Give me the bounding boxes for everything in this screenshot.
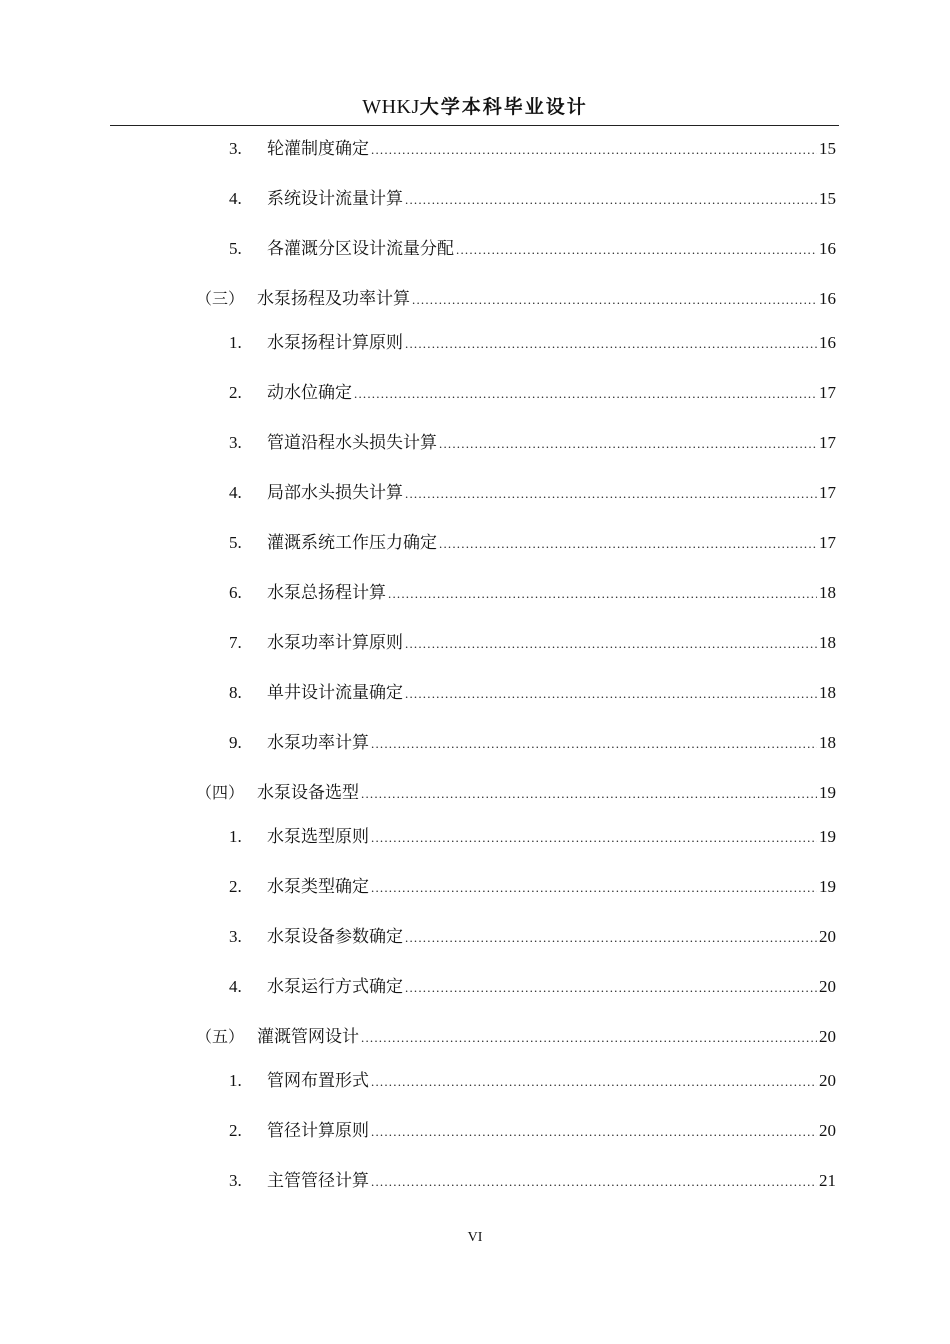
toc-entry-line	[267, 681, 836, 706]
dot-leader	[412, 288, 817, 312]
toc-entry-number: 2.	[229, 383, 242, 402]
toc-entry-number: 9.	[229, 733, 242, 752]
dot-leader	[371, 1170, 817, 1194]
header-prefix: WHKJ	[362, 96, 420, 118]
toc-entry-line	[267, 1069, 836, 1094]
toc-entry-number: 6.	[229, 583, 242, 602]
toc-entry-label: 主管管径计算	[267, 1171, 369, 1191]
toc-entry-line	[257, 1025, 836, 1050]
toc-entry-page: 20	[819, 1071, 836, 1090]
toc-subsection-entry[interactable]	[0, 531, 950, 555]
header-title: 大学本科毕业设计	[419, 96, 588, 118]
toc-entry-line	[267, 1169, 836, 1194]
toc-entry-label: 管道沿程水头损失计算	[267, 433, 437, 453]
dot-leader	[354, 382, 817, 406]
toc-entry-number: 4.	[229, 189, 242, 208]
toc-entry-line	[267, 187, 836, 212]
toc-subsection-entry[interactable]	[0, 381, 950, 405]
toc-entry-number: 3.	[229, 139, 242, 158]
toc-subsection-entry[interactable]	[0, 825, 950, 849]
dot-leader	[361, 1026, 817, 1050]
dot-leader	[405, 632, 817, 656]
toc-entry-number: 1.	[229, 333, 242, 352]
toc-entry-number: 5.	[229, 239, 242, 258]
toc-subsection-entry[interactable]	[0, 137, 950, 161]
dot-leader	[439, 532, 817, 556]
dot-leader	[405, 682, 817, 706]
page-header	[0, 92, 950, 119]
dot-leader	[456, 238, 817, 262]
dot-leader	[439, 432, 817, 456]
toc-entry-line	[267, 381, 836, 406]
dot-leader	[405, 926, 817, 950]
toc-entry-line	[267, 875, 836, 900]
toc-entry-page: 19	[819, 877, 836, 896]
toc-subsection-entry[interactable]	[0, 975, 950, 999]
toc-entry-number: 8.	[229, 683, 242, 702]
toc-subsection-entry[interactable]	[0, 1119, 950, 1143]
toc-subsection-entry[interactable]	[0, 237, 950, 261]
toc-subsection-entry[interactable]	[0, 581, 950, 605]
toc-entry-line	[257, 781, 836, 806]
dot-leader	[361, 782, 817, 806]
toc-entry-number: 4.	[229, 483, 242, 502]
toc-subsection-entry[interactable]	[0, 331, 950, 355]
dot-leader	[405, 332, 817, 356]
toc-entry-label: 水泵选型原则	[267, 827, 369, 847]
toc-entry-line	[267, 1119, 836, 1144]
toc-subsection-entry[interactable]	[0, 731, 950, 755]
toc-entry-number: 3.	[229, 433, 242, 452]
toc-subsection-entry[interactable]	[0, 481, 950, 505]
toc-entry-page: 16	[819, 289, 836, 308]
toc-section-entry[interactable]	[0, 287, 950, 311]
toc-entry-page: 20	[819, 977, 836, 996]
toc-section-entry[interactable]	[0, 1025, 950, 1049]
dot-leader	[405, 188, 817, 212]
toc-entry-number: 1.	[229, 1071, 242, 1090]
toc-entry-page: 15	[819, 139, 836, 158]
toc-entry-label: 系统设计流量计算	[267, 189, 403, 209]
toc-entry-page: 18	[819, 633, 836, 652]
toc-entry-label: 水泵类型确定	[267, 877, 369, 897]
toc-subsection-entry[interactable]	[0, 631, 950, 655]
toc-entry-page: 20	[819, 1121, 836, 1140]
toc-entry-label: 水泵设备选型	[257, 783, 359, 803]
toc-entry-page: 17	[819, 383, 836, 402]
toc-entry-page: 20	[819, 927, 836, 946]
toc-entry-label: 各灌溉分区设计流量分配	[267, 239, 454, 259]
toc-entry-page: 17	[819, 533, 836, 552]
toc-entry-page: 21	[819, 1171, 836, 1190]
toc-entry-line	[267, 237, 836, 262]
toc-entry-number: 3.	[229, 927, 242, 946]
toc-entry-line	[267, 331, 836, 356]
dot-leader	[371, 1070, 817, 1094]
toc-entry-page: 18	[819, 683, 836, 702]
toc-subsection-entry[interactable]	[0, 925, 950, 949]
dot-leader	[371, 1120, 817, 1144]
toc-entry-page: 16	[819, 239, 836, 258]
toc-entry-page: 16	[819, 333, 836, 352]
toc-entry-page: 17	[819, 433, 836, 452]
dot-leader	[405, 482, 817, 506]
toc-entry-number: 7.	[229, 633, 242, 652]
toc-entry-label: 水泵扬程及功率计算	[257, 289, 410, 309]
toc-entry-line	[267, 631, 836, 656]
toc-entry-label: 水泵总扬程计算	[267, 583, 386, 603]
toc-entry-number: 1.	[229, 827, 242, 846]
toc-entry-line	[267, 581, 836, 606]
toc-entry-line	[267, 431, 836, 456]
toc-entry-line	[257, 287, 836, 312]
toc-subsection-entry[interactable]	[0, 875, 950, 899]
toc-entry-label: 水泵功率计算	[267, 733, 369, 753]
toc-entry-label: 水泵功率计算原则	[267, 633, 403, 653]
toc-entry-page: 18	[819, 583, 836, 602]
toc-entry-line	[267, 825, 836, 850]
toc-entry-page: 19	[819, 827, 836, 846]
toc-entry-line	[267, 975, 836, 1000]
toc-entry-page: 15	[819, 189, 836, 208]
toc-entry-line	[267, 731, 836, 756]
toc-subsection-entry[interactable]	[0, 187, 950, 211]
toc-entry-label: 管径计算原则	[267, 1121, 369, 1141]
toc-entry-number: 3.	[229, 1171, 242, 1190]
toc-entry-label: 单井设计流量确定	[267, 683, 403, 703]
page-number: VI	[467, 1230, 483, 1245]
toc-entry-line	[267, 531, 836, 556]
header-rule	[110, 125, 839, 126]
toc-entry-page: 18	[819, 733, 836, 752]
toc-entry-label: 水泵运行方式确定	[267, 977, 403, 997]
toc-entry-page: 17	[819, 483, 836, 502]
toc-entry-label: 管网布置形式	[267, 1071, 369, 1091]
toc-entry-line	[267, 137, 836, 162]
dot-leader	[371, 138, 817, 162]
toc-entry-number: （三）	[196, 289, 245, 308]
toc-entry-number: （五）	[196, 1027, 245, 1046]
toc-entry-line	[267, 481, 836, 506]
toc-entry-page: 20	[819, 1027, 836, 1046]
toc-entry-number: 2.	[229, 1121, 242, 1140]
toc-entry-number: 4.	[229, 977, 242, 996]
toc-subsection-entry[interactable]	[0, 681, 950, 705]
toc-entry-label: 局部水头损失计算	[267, 483, 403, 503]
toc-entry-number: （四）	[196, 783, 245, 802]
toc-entry-number: 5.	[229, 533, 242, 552]
toc-subsection-entry[interactable]	[0, 1169, 950, 1193]
toc-entry-label: 动水位确定	[267, 383, 352, 403]
dot-leader	[405, 976, 817, 1000]
toc-entry-label: 水泵扬程计算原则	[267, 333, 403, 353]
toc-subsection-entry[interactable]	[0, 1069, 950, 1093]
dot-leader	[371, 876, 817, 900]
toc-section-entry[interactable]	[0, 781, 950, 805]
toc-entry-line	[267, 925, 836, 950]
toc-entry-number: 2.	[229, 877, 242, 896]
toc-entry-label: 轮灌制度确定	[267, 139, 369, 159]
toc-entry-page: 19	[819, 783, 836, 802]
toc-entry-label: 水泵设备参数确定	[267, 927, 403, 947]
dot-leader	[371, 826, 817, 850]
toc-subsection-entry[interactable]	[0, 431, 950, 455]
dot-leader	[371, 732, 817, 756]
toc-entry-label: 灌溉管网设计	[257, 1027, 359, 1047]
dot-leader	[388, 582, 817, 606]
toc-entry-label: 灌溉系统工作压力确定	[267, 533, 437, 553]
